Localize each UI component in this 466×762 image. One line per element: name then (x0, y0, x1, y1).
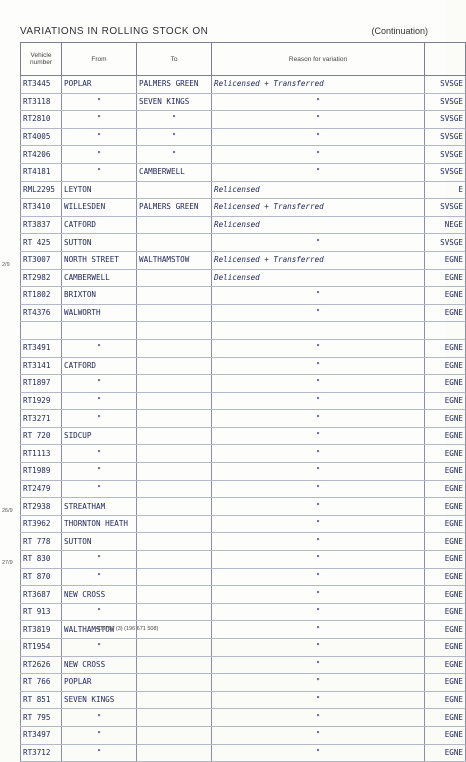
vehicle-number-cell: RT3497 (21, 726, 62, 744)
reason-cell: Relicensed (212, 216, 425, 234)
from-cell: " (62, 603, 137, 621)
vehicle-number-cell: RT1954 (21, 639, 62, 657)
reason-cell: " (212, 744, 425, 762)
vehicle-number-cell: RT3819 (21, 621, 62, 639)
vehicle-number-cell: RT1113 (21, 445, 62, 463)
code-header (425, 43, 466, 76)
from-cell: NEW CROSS (62, 656, 137, 674)
to-header: To (137, 43, 212, 76)
table-row (21, 287, 466, 305)
to-cell (137, 586, 212, 604)
table-row (21, 586, 466, 604)
vehicle-number-cell: RT3687 (21, 586, 62, 604)
from-cell: " (62, 146, 137, 164)
to-cell (137, 515, 212, 533)
vehicle-number-cell: RT1802 (21, 287, 62, 305)
table-body (21, 76, 466, 762)
from-cell: CATFORD (62, 357, 137, 375)
reason-cell: " (212, 427, 425, 445)
code-cell: EGNE (425, 709, 466, 727)
table-row (21, 445, 466, 463)
reason-cell: " (212, 639, 425, 657)
code-cell: SVSGE (425, 234, 466, 252)
reason-cell: Relicensed + Transferred (212, 199, 425, 217)
from-cell: POPLAR (62, 76, 137, 94)
vehicle-number-cell: RT3141 (21, 357, 62, 375)
reason-cell: " (212, 287, 425, 305)
vehicle-number-cell: RT3007 (21, 251, 62, 269)
vehicle-number-cell: RT1897 (21, 375, 62, 393)
reason-cell: " (212, 656, 425, 674)
from-cell (62, 322, 137, 340)
vehicle-number-cell: RT4181 (21, 163, 62, 181)
reason-cell: " (212, 674, 425, 692)
to-cell (137, 287, 212, 305)
from-cell: " (62, 163, 137, 181)
table-row (21, 410, 466, 428)
table-row (21, 726, 466, 744)
code-cell: EGNE (425, 410, 466, 428)
table-row (21, 463, 466, 481)
vehicle-number-cell: RT4206 (21, 146, 62, 164)
from-cell: " (62, 128, 137, 146)
to-cell (137, 691, 212, 709)
reason-cell: " (212, 586, 425, 604)
to-cell (137, 427, 212, 445)
vehicle-number-header: Vehicle number (21, 43, 62, 76)
to-cell: PALMERS GREEN (137, 199, 212, 217)
from-cell: " (62, 639, 137, 657)
table-row (21, 674, 466, 692)
table-row (21, 339, 466, 357)
reason-cell: " (212, 410, 425, 428)
table-row (21, 744, 466, 762)
code-cell (425, 322, 466, 340)
code-cell: SVSGE (425, 146, 466, 164)
reason-cell: " (212, 93, 425, 111)
code-cell: EGNE (425, 392, 466, 410)
table-row (21, 498, 466, 516)
code-cell: SVSGE (425, 128, 466, 146)
vehicle-number-cell: RML2295 (21, 181, 62, 199)
vehicle-number-cell (21, 322, 62, 340)
table-row (21, 656, 466, 674)
code-cell: EGNE (425, 287, 466, 305)
to-cell (137, 533, 212, 551)
code-cell: EGNE (425, 551, 466, 569)
from-cell: LEYTON (62, 181, 137, 199)
table-row (21, 163, 466, 181)
table-row (21, 568, 466, 586)
reason-cell: " (212, 498, 425, 516)
reason-cell: " (212, 392, 425, 410)
reason-cell: Delicensed (212, 269, 425, 287)
code-cell: EGNE (425, 621, 466, 639)
reason-cell: " (212, 463, 425, 481)
from-cell: " (62, 480, 137, 498)
from-cell: " (62, 568, 137, 586)
reason-cell: " (212, 726, 425, 744)
code-cell: EGNE (425, 744, 466, 762)
table-row (21, 216, 466, 234)
margin-note: 26/9 (2, 508, 13, 514)
reason-cell: Relicensed (212, 181, 425, 199)
table-row (21, 709, 466, 727)
from-cell: CAMBERWELL (62, 269, 137, 287)
to-cell (137, 480, 212, 498)
table-row (21, 691, 466, 709)
vehicle-number-cell: RT3271 (21, 410, 62, 428)
to-cell (137, 392, 212, 410)
table-row (21, 357, 466, 375)
reason-cell: " (212, 375, 425, 393)
faint-marking (108, 6, 148, 16)
reason-cell (212, 322, 425, 340)
to-cell (137, 445, 212, 463)
reason-cell: " (212, 163, 425, 181)
from-cell: " (62, 744, 137, 762)
table-row (21, 76, 466, 94)
print-code: 408769 (3) (196 671 508) (96, 626, 159, 632)
from-cell: SUTTON (62, 234, 137, 252)
reason-cell: " (212, 111, 425, 129)
sheet-header (20, 26, 440, 42)
from-cell: WALTHAMSTOW (62, 621, 137, 639)
from-cell: STREATHAM (62, 498, 137, 516)
to-cell: PALMERS GREEN (137, 76, 212, 94)
to-cell: CAMBERWELL (137, 163, 212, 181)
reason-cell: " (212, 709, 425, 727)
table-row (21, 322, 466, 340)
to-cell: SEVEN KINGS (137, 93, 212, 111)
reason-cell: " (212, 357, 425, 375)
table-row (21, 251, 466, 269)
code-cell: EGNE (425, 480, 466, 498)
table-row (21, 111, 466, 129)
vehicle-number-cell: RT3962 (21, 515, 62, 533)
reason-cell: " (212, 621, 425, 639)
table-row (21, 93, 466, 111)
sheet-title: VARIATIONS IN ROLLING STOCK ON (20, 26, 209, 37)
vehicle-number-cell: RT 795 (21, 709, 62, 727)
table-row (21, 480, 466, 498)
vehicle-number-cell: RT 766 (21, 674, 62, 692)
vehicle-number-cell: RT 425 (21, 234, 62, 252)
reason-cell: " (212, 603, 425, 621)
code-cell: SVSGE (425, 76, 466, 94)
from-cell: " (62, 463, 137, 481)
table-row (21, 304, 466, 322)
vehicle-number-cell: RT3410 (21, 199, 62, 217)
code-cell: EGNE (425, 639, 466, 657)
reason-cell: " (212, 146, 425, 164)
to-cell (137, 709, 212, 727)
code-cell: EGNE (425, 375, 466, 393)
to-cell (137, 744, 212, 762)
reason-cell: " (212, 515, 425, 533)
code-cell: EGNE (425, 463, 466, 481)
vehicle-number-cell: RT2938 (21, 498, 62, 516)
table-row (21, 639, 466, 657)
to-cell (137, 726, 212, 744)
from-cell: NORTH STREET (62, 251, 137, 269)
to-cell: WALTHAMSTOW (137, 251, 212, 269)
vehicle-number-cell: RT 870 (21, 568, 62, 586)
vehicle-number-cell: RT4376 (21, 304, 62, 322)
reason-cell: " (212, 551, 425, 569)
variations-table (20, 42, 466, 762)
vehicle-number-cell: RT 720 (21, 427, 62, 445)
code-cell: EGNE (425, 656, 466, 674)
to-cell: " (137, 111, 212, 129)
table-row (21, 551, 466, 569)
vehicle-number-cell: RT3712 (21, 744, 62, 762)
vehicle-number-cell: RT4005 (21, 128, 62, 146)
reason-header: Reason for variation (212, 43, 425, 76)
vehicle-number-cell: RT3118 (21, 93, 62, 111)
to-cell (137, 551, 212, 569)
to-cell (137, 674, 212, 692)
to-cell: " (137, 128, 212, 146)
reason-cell: " (212, 533, 425, 551)
reason-cell: " (212, 304, 425, 322)
code-cell: SVSGE (425, 93, 466, 111)
vehicle-number-cell: RT3491 (21, 339, 62, 357)
code-cell: EGNE (425, 586, 466, 604)
code-cell: SVSGE (425, 163, 466, 181)
from-cell: WILLESDEN (62, 199, 137, 217)
to-cell (137, 339, 212, 357)
code-cell: SVSGE (425, 199, 466, 217)
to-cell (137, 181, 212, 199)
vehicle-number-cell: RT2479 (21, 480, 62, 498)
code-cell: EGNE (425, 304, 466, 322)
to-cell (137, 568, 212, 586)
from-cell: " (62, 339, 137, 357)
table-row (21, 199, 466, 217)
reason-cell: " (212, 568, 425, 586)
vehicle-number-cell: RT2810 (21, 111, 62, 129)
code-cell: NEGE (425, 216, 466, 234)
reason-cell: " (212, 234, 425, 252)
from-cell: SUTTON (62, 533, 137, 551)
vehicle-number-cell: RT 830 (21, 551, 62, 569)
code-cell: SVSGE (425, 111, 466, 129)
to-cell (137, 603, 212, 621)
from-cell: " (62, 726, 137, 744)
to-cell (137, 216, 212, 234)
to-cell (137, 656, 212, 674)
from-cell: " (62, 410, 137, 428)
code-cell: EGNE (425, 427, 466, 445)
code-cell: EGNE (425, 726, 466, 744)
from-cell: WALWORTH (62, 304, 137, 322)
reason-cell: " (212, 445, 425, 463)
from-cell: SEVEN KINGS (62, 691, 137, 709)
code-cell: EGNE (425, 498, 466, 516)
code-cell: EGNE (425, 533, 466, 551)
to-cell: " (137, 146, 212, 164)
to-cell (137, 410, 212, 428)
vehicle-number-cell: RT 778 (21, 533, 62, 551)
vehicle-number-cell: RT2626 (21, 656, 62, 674)
from-cell: " (62, 445, 137, 463)
code-cell: EGNE (425, 515, 466, 533)
from-cell: THORNTON HEATH (62, 515, 137, 533)
table-row (21, 603, 466, 621)
vehicle-number-cell: RT1929 (21, 392, 62, 410)
from-cell: POPLAR (62, 674, 137, 692)
from-cell: " (62, 709, 137, 727)
from-cell: " (62, 392, 137, 410)
table-row (21, 181, 466, 199)
code-cell: EGNE (425, 251, 466, 269)
code-cell: EGNE (425, 603, 466, 621)
reason-cell: Relicensed + Transferred (212, 76, 425, 94)
from-header: From (62, 43, 137, 76)
margin-note: 2/9 (2, 262, 10, 268)
from-cell: " (62, 551, 137, 569)
to-cell (137, 498, 212, 516)
continuation-label: (Continuation) (371, 26, 428, 36)
margin-note: 27/9 (2, 560, 13, 566)
vehicle-number-cell: RT3837 (21, 216, 62, 234)
table-row (21, 427, 466, 445)
reason-cell: " (212, 128, 425, 146)
vehicle-number-cell: RT3445 (21, 76, 62, 94)
reason-cell: " (212, 480, 425, 498)
table-row (21, 128, 466, 146)
from-cell: SIDCUP (62, 427, 137, 445)
reason-cell: Relicensed + Transferred (212, 251, 425, 269)
table-row (21, 375, 466, 393)
to-cell (137, 375, 212, 393)
code-cell: EGNE (425, 445, 466, 463)
table-header-row (21, 43, 466, 76)
vehicle-number-cell: RT2982 (21, 269, 62, 287)
table-row (21, 515, 466, 533)
table-row (21, 234, 466, 252)
table-row (21, 621, 466, 639)
from-cell: " (62, 375, 137, 393)
code-cell: EGNE (425, 691, 466, 709)
code-cell: EGNE (425, 357, 466, 375)
from-cell: " (62, 111, 137, 129)
to-cell (137, 463, 212, 481)
code-cell: EGNE (425, 339, 466, 357)
code-cell: EGNE (425, 269, 466, 287)
to-cell (137, 234, 212, 252)
table-row (21, 146, 466, 164)
from-cell: CATFORD (62, 216, 137, 234)
code-cell: EGNE (425, 674, 466, 692)
code-cell: E (425, 181, 466, 199)
table-row (21, 392, 466, 410)
from-cell: " (62, 93, 137, 111)
reason-cell: " (212, 691, 425, 709)
vehicle-number-cell: RT 913 (21, 603, 62, 621)
vehicle-number-cell: RT1989 (21, 463, 62, 481)
vehicle-number-cell: RT 851 (21, 691, 62, 709)
table-row (21, 269, 466, 287)
to-cell (137, 639, 212, 657)
to-cell (137, 269, 212, 287)
from-cell: BRIXTON (62, 287, 137, 305)
reason-cell: " (212, 339, 425, 357)
to-cell (137, 304, 212, 322)
table-row (21, 533, 466, 551)
to-cell (137, 322, 212, 340)
code-cell: EGNE (425, 568, 466, 586)
to-cell (137, 357, 212, 375)
from-cell: NEW CROSS (62, 586, 137, 604)
